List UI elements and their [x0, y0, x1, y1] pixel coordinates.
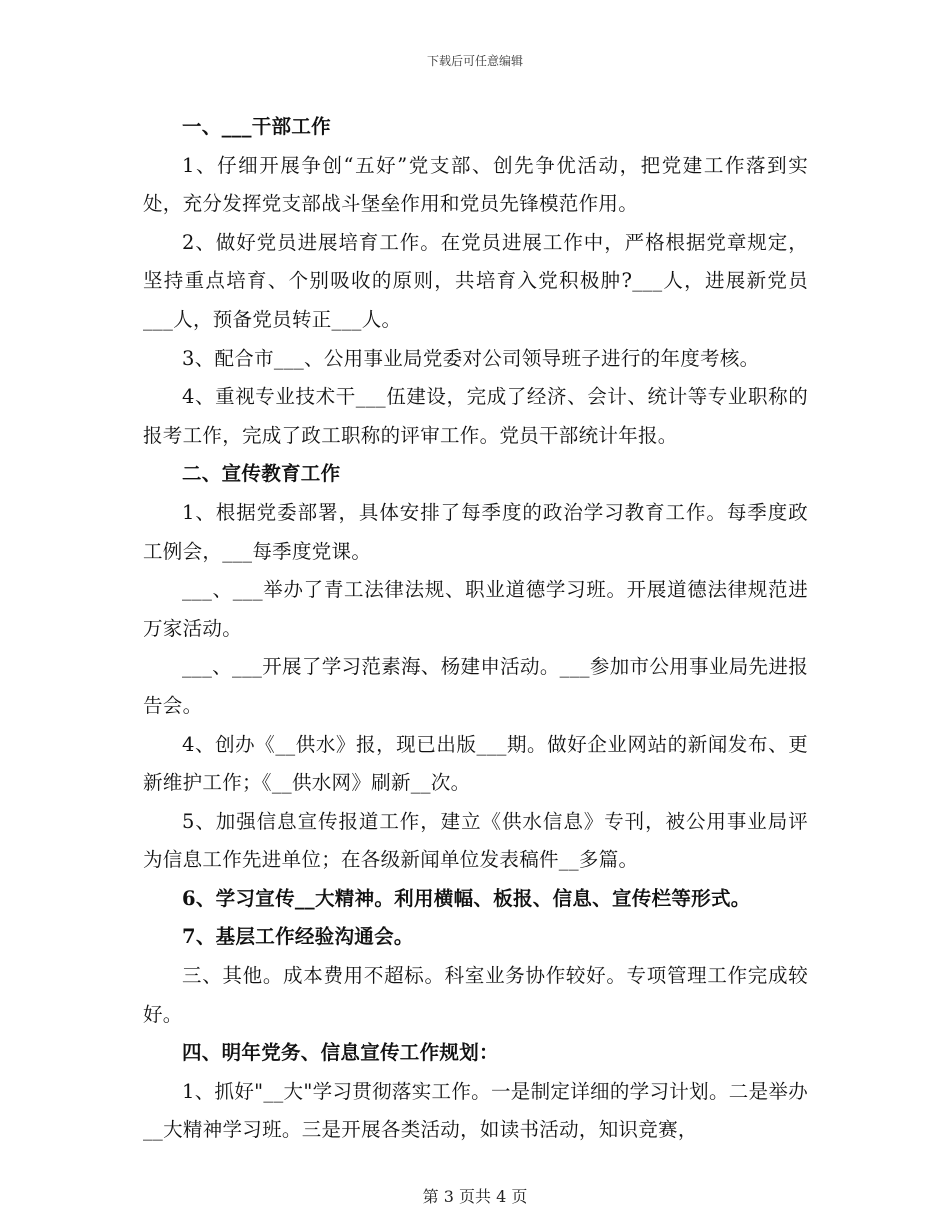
paragraph: 三、其他。成本费用不超标。科室业务协作较好。专项管理工作完成较好。 — [143, 964, 808, 1026]
paragraph: ___、___举办了青工法律法规、职业道德学习班。开展道德法律规范进万家活动。 — [143, 578, 808, 640]
page-footer: 第 3 页共 4 页 — [422, 1187, 528, 1206]
paragraph: 1、抓好"__大"学习贯彻落实工作。一是制定详细的学习计划。二是举办__大精神学习班。三是开展各类活动，如读书活动，知识竞赛， — [143, 1079, 808, 1142]
paragraph: 3、配合市___、公用事业局党委对公司领导班子进行的年度考核。 — [182, 346, 760, 370]
bold-paragraph: 6、学习宣传__大精神。利用横幅、板报、信息、宣传栏等形式。 — [182, 886, 751, 910]
section-heading: 一、___干部工作 — [182, 115, 331, 138]
page-header: 下载后可任意编辑 — [426, 54, 523, 68]
paragraph: ___、___开展了学习范素海、杨建申活动。___参加市公用事业局先进报告会。 — [143, 655, 808, 717]
bold-paragraph: 7、基层工作经验沟通会。 — [182, 925, 414, 949]
paragraph: 4、创办《__供水》报，现已出版___期。做好企业网站的新闻发布、更新维护工作；《__供水网》刷新__次。 — [143, 732, 808, 795]
paragraph: 5、加强信息宣传报道工作，建立《供水信息》专刊，被公用事业局评为信息工作先进单位；在各级新闻单位发表稿件__多篇。 — [143, 809, 808, 872]
document-body — [143, 108, 808, 1150]
paragraph: 4、重视专业技术干___伍建设，完成了经济、会计、统计等专业职称的报考工作，完成了政工职称的评审工作。党员干部统计年报。 — [143, 385, 808, 447]
paragraph: 1、仔细开展争创“五好”党支部、创先争优活动，把党建工作落到实处，充分发挥党支部战斗堡垒作用和党员先锋模范作用。 — [143, 153, 808, 216]
paragraph: 2、做好党员进展培育工作。在党员进展工作中，严格根据党章规定，坚持重点培育、个别吸收的原则，共培育入党积极肿?___人，进展新党员___人，预备党员转正___人。 — [143, 230, 808, 331]
paragraph: 1、根据党委部署，具体安排了每季度的政治学习教育工作。每季度政工例会，___每季度党课。 — [143, 500, 808, 563]
section-heading: 二、宣传教育工作 — [182, 462, 341, 486]
section-heading: 四、明年党务、信息宣传工作规划： — [182, 1041, 499, 1065]
